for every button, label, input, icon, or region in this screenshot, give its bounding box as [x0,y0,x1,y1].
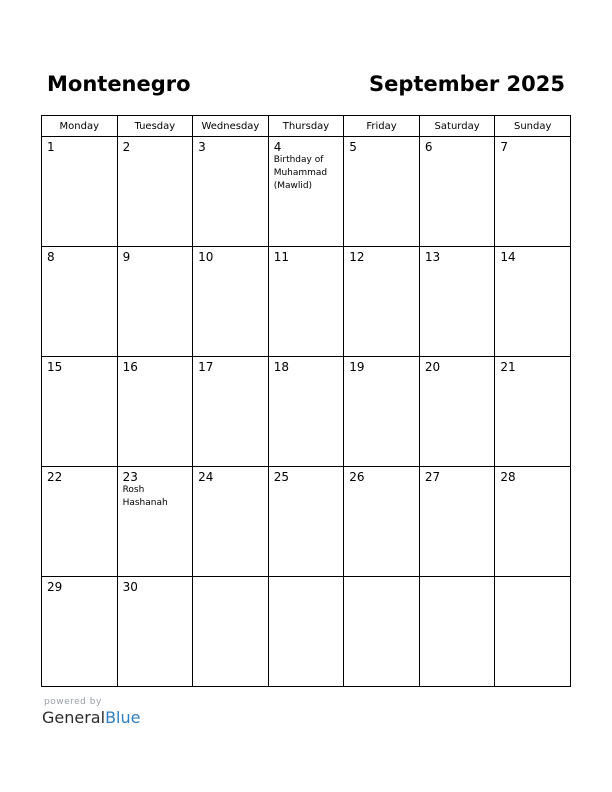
day-number: 3 [198,140,206,154]
day-number: 30 [122,580,138,594]
day-cell [344,577,420,687]
weekday-friday: Friday [344,116,420,137]
day-cell [42,137,118,247]
brand-footer [42,696,140,728]
week-row-5 [42,577,571,687]
day-cell [419,577,495,687]
week-row-3 [42,357,571,467]
country-title: Montenegro [47,72,191,96]
day-number: 18 [273,360,289,374]
day-cell [495,247,571,357]
calendar-grid [41,115,571,687]
weekday-header-row [42,116,571,137]
day-cell [193,137,269,247]
day-cell [42,577,118,687]
day-cell [268,247,344,357]
day-cell [117,137,193,247]
day-cell [268,357,344,467]
weekday-monday: Monday [42,116,118,137]
day-cell [344,137,420,247]
day-number: 11 [273,250,289,264]
day-number: 23 [122,470,138,484]
month-year-title: September 2025 [369,72,565,96]
day-number: 6 [424,140,433,154]
week-row-2 [42,247,571,357]
day-cell [495,467,571,577]
day-cell [42,467,118,577]
day-cell [495,577,571,687]
day-cell [495,357,571,467]
brand-general: General [42,708,106,727]
day-number: 12 [349,250,365,264]
day-cell [117,247,193,357]
day-cell [268,467,344,577]
day-number: 27 [424,470,441,484]
day-number: 10 [198,250,214,264]
day-cell [344,357,420,467]
day-cell [117,357,193,467]
day-number: 25 [273,470,289,484]
day-number: 19 [349,360,365,374]
week-row-4 [42,467,571,577]
day-cell [42,357,118,467]
day-number: 5 [349,140,357,154]
day-number: 2 [122,140,131,154]
day-cell [344,247,420,357]
day-cell [268,137,344,247]
day-number: 13 [424,250,441,264]
holiday-label: Birthday of Muhammad (Mawlid) [273,155,328,191]
powered-by-text: powered by [44,697,102,707]
day-number: 26 [349,470,365,484]
day-number: 29 [47,580,63,594]
day-cell [193,467,269,577]
day-cell [42,247,118,357]
weekday-sunday: Sunday [495,116,571,137]
day-cell [419,467,495,577]
day-number: 24 [198,470,214,484]
day-cell [419,357,495,467]
day-cell [344,467,420,577]
day-number: 7 [500,140,509,154]
day-number: 21 [500,360,516,374]
day-cell [117,467,193,577]
day-number: 15 [47,360,63,374]
day-number: 8 [47,250,55,264]
brand-blue: Blue [105,708,141,727]
day-number: 22 [47,470,63,484]
day-cell [419,137,495,247]
day-cell [193,577,269,687]
weekday-wednesday: Wednesday [193,116,269,137]
day-cell [419,247,495,357]
weekday-thursday: Thursday [268,116,344,137]
generalblue-logo[interactable] [42,708,140,728]
day-number: 9 [122,250,131,264]
day-number: 4 [273,140,282,154]
day-cell [268,577,344,687]
day-cell [117,577,193,687]
day-number: 16 [122,360,138,374]
day-cell [495,137,571,247]
day-number: 17 [198,360,214,374]
day-cell [193,247,269,357]
holiday-label: Rosh Hashanah [122,485,168,508]
day-number: 14 [500,250,516,264]
weekday-tuesday: Tuesday [117,116,193,137]
day-number: 1 [47,140,55,154]
day-cell [193,357,269,467]
day-number: 28 [500,470,516,484]
week-row-1 [42,137,571,247]
day-number: 20 [424,360,441,374]
weekday-saturday: Saturday [419,116,495,137]
